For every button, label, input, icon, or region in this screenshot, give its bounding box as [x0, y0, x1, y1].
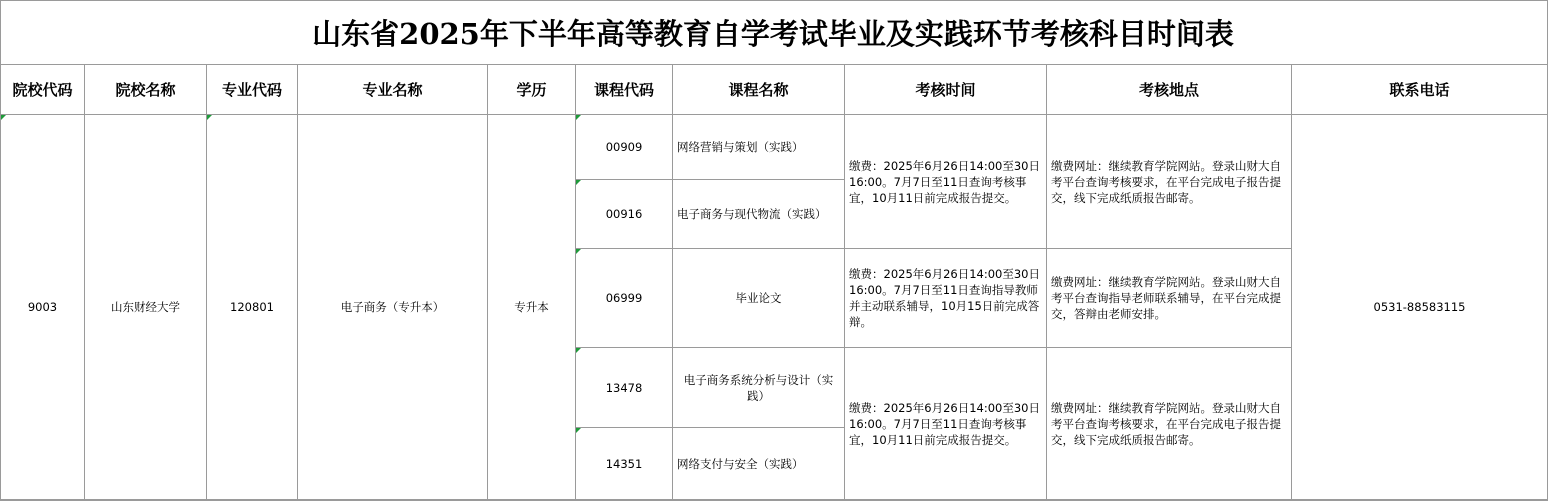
exam-time-cell: 缴费：2025年6月26日14:00至30日16:00。7月7日至11日查询考核事宜，10月11日前完成报告提交。 — [845, 348, 1047, 500]
header-course-name: 课程名称 — [673, 65, 845, 115]
exam-place-cell: 缴费网址：继续教育学院网站。登录山财大自考平台查询考核要求，在平台完成电子报告提交，线下完成纸质报告邮寄。 — [1047, 348, 1292, 500]
course-name-cell: 网络支付与安全（实践） — [673, 428, 845, 500]
course-code-cell: 13478 — [576, 348, 673, 428]
phone-cell: 0531-88583115 — [1292, 115, 1548, 500]
major-name-cell: 电子商务（专升本） — [298, 115, 488, 500]
school-code-cell: 9003 — [1, 115, 85, 500]
exam-time-cell: 缴费：2025年6月26日14:00至30日16:00。7月7日至11日查询指导教师并主动联系辅导，10月15日前完成答辩。 — [845, 249, 1047, 348]
major-code-cell: 120801 — [207, 115, 298, 500]
exam-place-cell: 缴费网址：继续教育学院网站。登录山财大自考平台查询指导老师联系辅导，在平台完成提交，答辩由老师安排。 — [1047, 249, 1292, 348]
table-row — [1, 115, 1548, 180]
course-code-cell: 00916 — [576, 180, 673, 249]
school-name-cell: 山东财经大学 — [85, 115, 207, 500]
page-title: 山东省2025年下半年高等教育自学考试毕业及实践环节考核科目时间表 — [312, 16, 1234, 51]
header-major-name: 专业名称 — [298, 65, 488, 115]
exam-place-cell: 缴费网址：继续教育学院网站。登录山财大自考平台查询考核要求，在平台完成电子报告提交，线下完成纸质报告邮寄。 — [1047, 115, 1292, 249]
header-row — [1, 65, 1548, 115]
exam-time-cell: 缴费：2025年6月26日14:00至30日16:00。7月7日至11日查询考核事宜，10月11日前完成报告提交。 — [845, 115, 1047, 249]
header-exam-time: 考核时间 — [845, 65, 1047, 115]
schedule-table — [0, 64, 1548, 500]
header-exam-place: 考核地点 — [1047, 65, 1292, 115]
header-degree: 学历 — [488, 65, 576, 115]
header-school-name: 院校名称 — [85, 65, 207, 115]
header-school-code: 院校代码 — [1, 65, 85, 115]
degree-cell: 专升本 — [488, 115, 576, 500]
course-code-cell: 14351 — [576, 428, 673, 500]
course-name-cell: 毕业论文 — [673, 249, 845, 348]
header-major-code: 专业代码 — [207, 65, 298, 115]
course-code-cell: 00909 — [576, 115, 673, 180]
course-code-cell: 06999 — [576, 249, 673, 348]
course-name-cell: 电子商务系统分析与设计（实践） — [673, 348, 845, 428]
course-name-cell: 网络营销与策划（实践） — [673, 115, 845, 180]
header-course-code: 课程代码 — [576, 65, 673, 115]
course-name-cell: 电子商务与现代物流（实践） — [673, 180, 845, 249]
header-phone: 联系电话 — [1292, 65, 1548, 115]
